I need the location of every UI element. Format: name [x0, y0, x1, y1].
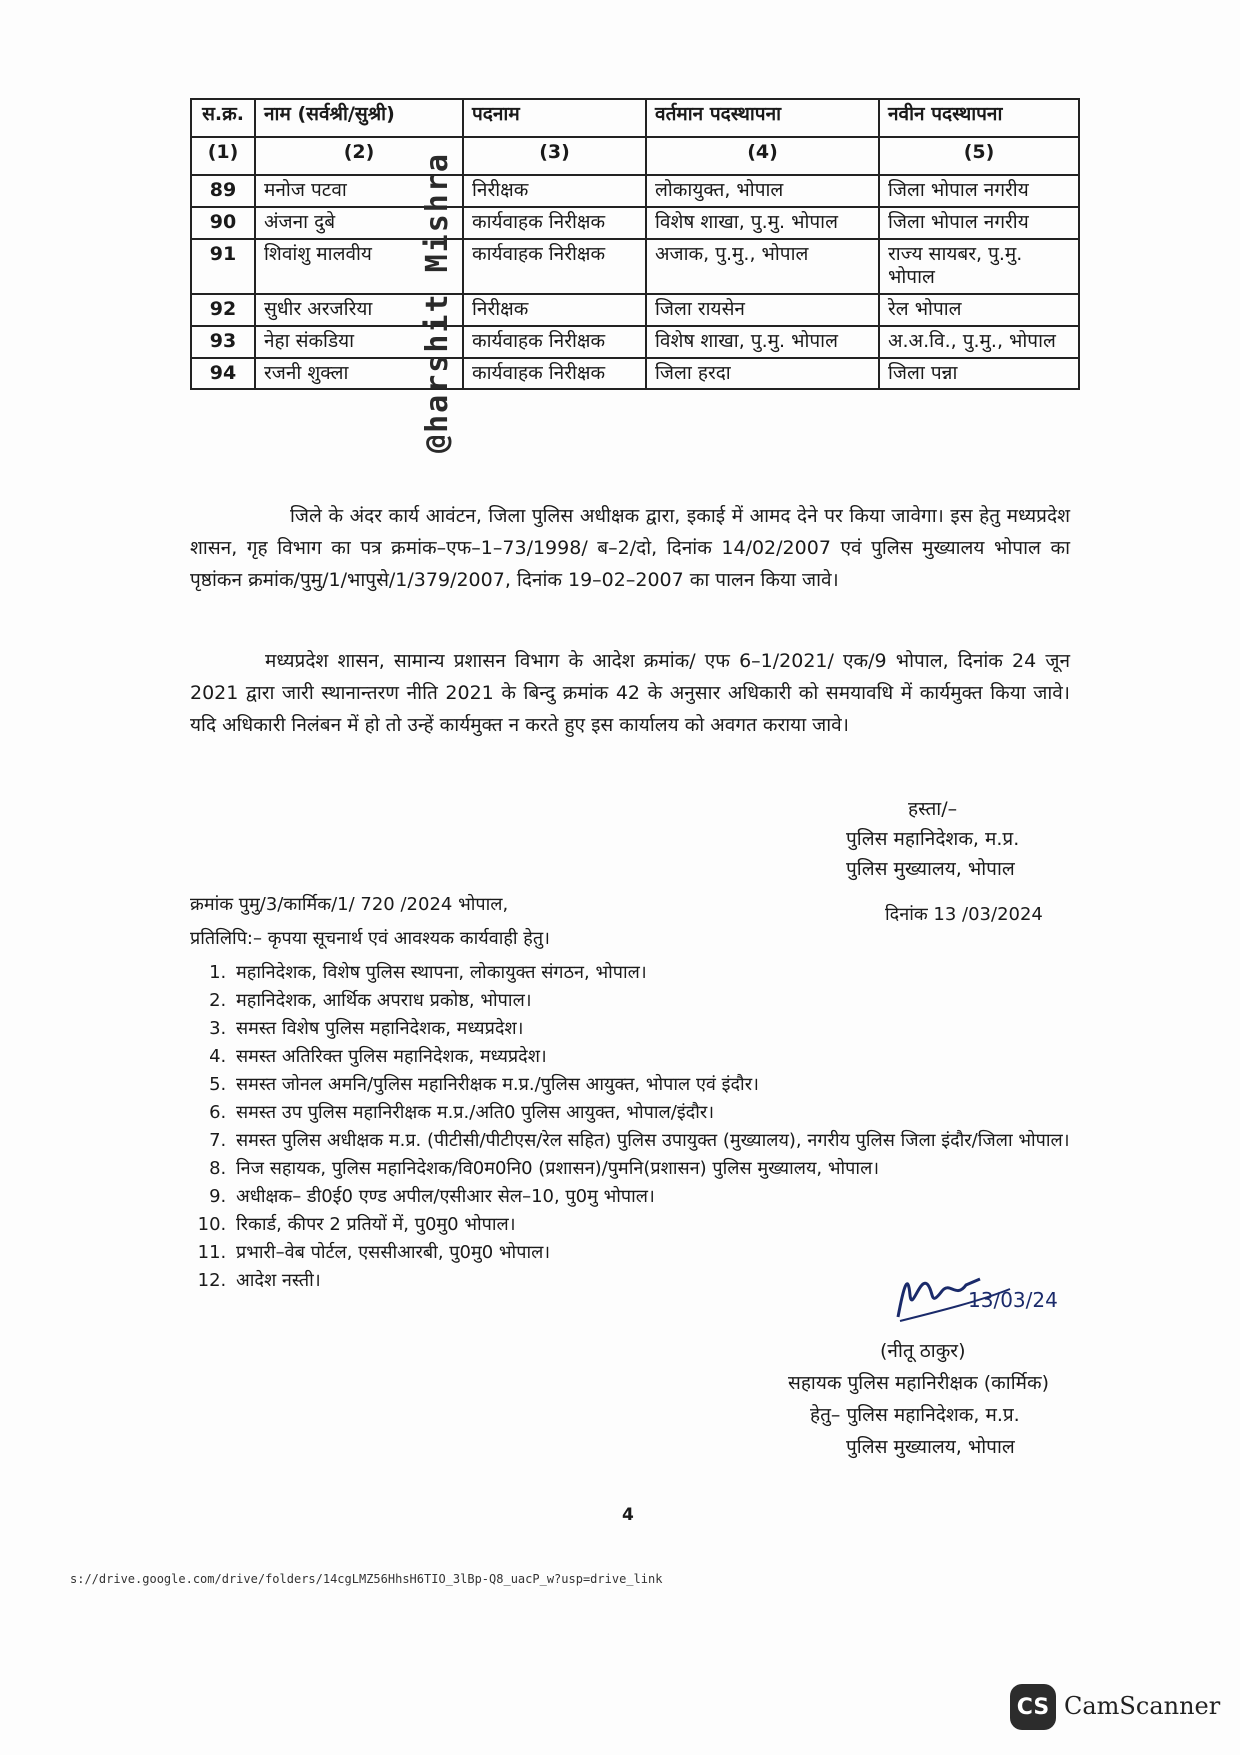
- list-item: 11. प्रभारी–वेब पोर्टल, एससीआरबी, पु0मु0 भोपाल।: [232, 1239, 1090, 1267]
- col-num: (3): [463, 137, 646, 175]
- list-item: 1. महानिदेशक, विशेष पुलिस स्थापना, लोकायुक्त संगठन, भोपाल।: [232, 959, 1090, 987]
- signed-mark: हस्ता/–: [908, 798, 958, 820]
- handwritten-signature: [890, 1255, 1060, 1335]
- row-name: अंजना दुबे: [255, 207, 463, 239]
- signatory-office: पुलिस मुख्यालय, भोपाल: [846, 858, 1015, 880]
- officer-name: (नीतू ठाकुर): [880, 1340, 966, 1362]
- camscanner-label: CamScanner: [1064, 1692, 1221, 1720]
- row-designation: कार्यवाहक निरीक्षक: [463, 239, 646, 295]
- list-item: 7. समस्त पुलिस अधीक्षक म.प्र. (पीटीसी/पीटीएस/रेल सहित) पुलिस उपायुक्त (मुख्यालय), नगरीय पुलिस जिला इंदौर/जिला भोपाल।: [232, 1127, 1090, 1155]
- header-name: नाम (सर्वश्री/सुश्री): [255, 99, 463, 137]
- watermark-text: @harshit Mishra: [419, 152, 455, 453]
- header-sno: स.क्र.: [191, 99, 255, 137]
- header-current-posting: वर्तमान पदस्थापना: [646, 99, 879, 137]
- list-item: 9. अधीक्षक– डी0ई0 एण्ड अपील/एसीआर सेल–10, पु0मु भोपाल।: [232, 1183, 1090, 1211]
- col-num: (2): [255, 137, 463, 175]
- list-item: 8. निज सहायक, पुलिस महानिदेशक/वि0म0नि0 (प्रशासन)/पुमनि(प्रशासन) पुलिस मुख्यालय, भोपाल।: [232, 1155, 1090, 1183]
- row-name: सुधीर अरजरिया: [255, 294, 463, 326]
- row-current-posting: जिला रायसेन: [646, 294, 879, 326]
- row-name: मनोज पटवा: [255, 175, 463, 207]
- row-current-posting: जिला हरदा: [646, 358, 879, 390]
- table-row: [191, 207, 1079, 239]
- row-designation: निरीक्षक: [463, 175, 646, 207]
- row-new-posting: रेल भोपाल: [879, 294, 1079, 326]
- row-name: नेहा संकडिया: [255, 326, 463, 358]
- signatory-designation: पुलिस महानिदेशक, म.प्र.: [846, 828, 1020, 850]
- header-new-posting: नवीन पदस्थापना: [879, 99, 1079, 137]
- posting-table: [190, 98, 1080, 390]
- table-header-row: [191, 99, 1079, 137]
- row-designation: निरीक्षक: [463, 294, 646, 326]
- row-sno: 94: [191, 358, 255, 390]
- officer-office: पुलिस मुख्यालय, भोपाल: [846, 1436, 1015, 1458]
- footer-url: s://drive.google.com/drive/folders/14cgLMZ56HhsH6TIO_3lBp-Q8_uacP_w?usp=drive_link: [70, 1572, 663, 1586]
- officer-for: हेतु– पुलिस महानिदेशक, म.प्र.: [810, 1404, 1020, 1426]
- paragraph-instructions: जिले के अंदर कार्य आवंटन, जिला पुलिस अधीक्षक द्वारा, इकाई में आमद देने पर किया जावेगा। इस हेतु मध्यप्रदेश शासन, गृह विभाग का पत्र क्रमांक–एफ–1–73/1998/ ब–2/दो, दिनांक 14/02/2007 एवं पुलिस मुख्यालय भोपाल का पृष्ठांकन क्रमांक/पुमु/1/भापुसे/1/379/2007, दिनांक 19–02–2007 का पालन किया जावे।: [190, 505, 1070, 591]
- signature-date: 13/03/24: [968, 1288, 1058, 1312]
- col-num: (1): [191, 137, 255, 175]
- row-current-posting: विशेष शाखा, पु.मु. भोपाल: [646, 326, 879, 358]
- row-current-posting: लोकायुक्त, भोपाल: [646, 175, 879, 207]
- list-item: 5. समस्त जोनल अमनि/पुलिस महानिरीक्षक म.प्र./पुलिस आयुक्त, भोपाल एवं इंदौर।: [232, 1071, 1090, 1099]
- list-item: 6. समस्त उप पुलिस महानिरीक्षक म.प्र./अति0 पुलिस आयुक्त, भोपाल/इंदौर।: [232, 1099, 1090, 1127]
- table-row: [191, 175, 1079, 207]
- row-sno: 89: [191, 175, 255, 207]
- row-name: रजनी शुक्ला: [255, 358, 463, 390]
- table-row: [191, 358, 1079, 390]
- row-current-posting: अजाक, पु.मु., भोपाल: [646, 239, 879, 295]
- page-number: 4: [622, 1505, 634, 1525]
- row-new-posting: अ.अ.वि., पु.मु., भोपाल: [879, 326, 1079, 358]
- col-num: (5): [879, 137, 1079, 175]
- row-sno: 91: [191, 239, 255, 295]
- camscanner-logo-icon: CS: [1010, 1684, 1056, 1730]
- list-item: 10. रिकार्ड, कीपर 2 प्रतियों में, पु0मु0 भोपाल।: [232, 1211, 1090, 1239]
- header-designation: पदनाम: [463, 99, 646, 137]
- row-sno: 93: [191, 326, 255, 358]
- officer-title: सहायक पुलिस महानिरीक्षक (कार्मिक): [788, 1372, 1049, 1394]
- table-column-number-row: [191, 137, 1079, 175]
- distribution-block: [190, 925, 1090, 1295]
- table-row: [191, 239, 1079, 295]
- row-sno: 92: [191, 294, 255, 326]
- row-sno: 90: [191, 207, 255, 239]
- list-item: 2. महानिदेशक, आर्थिक अपराध प्रकोष्ठ, भोपाल।: [232, 987, 1090, 1015]
- row-designation: कार्यवाहक निरीक्षक: [463, 326, 646, 358]
- paragraph-transfer-policy: मध्यप्रदेश शासन, सामान्य प्रशासन विभाग के आदेश क्रमांक/ एफ 6–1/2021/ एक/9 भोपाल, दिनांक 24 जून 2021 द्वारा जारी स्थानान्तरण नीति 2021 के बिन्दु क्रमांक 42 के अनुसार अधिकारी को समयावधि में कार्यमुक्त किया जावे। यदि अधिकारी निलंबन में हो तो उन्हें कार्यमुक्त न करते हुए इस कार्यालय को अवगत कराया जावे।: [190, 650, 1070, 736]
- row-current-posting: विशेष शाखा, पु.मु. भोपाल: [646, 207, 879, 239]
- row-designation: कार्यवाहक निरीक्षक: [463, 358, 646, 390]
- table-row: [191, 294, 1079, 326]
- table-row: [191, 326, 1079, 358]
- row-new-posting: जिला भोपाल नगरीय: [879, 175, 1079, 207]
- copy-line: प्रतिलिपि:– कृपया सूचनार्थ एवं आवश्यक कार्यवाही हेतु।: [190, 928, 550, 949]
- col-num: (4): [646, 137, 879, 175]
- row-new-posting: जिला भोपाल नगरीय: [879, 207, 1079, 239]
- order-date: दिनांक 13 /03/2024: [885, 904, 1043, 925]
- row-new-posting: राज्य सायबर, पु.मु. भोपाल: [879, 239, 1079, 295]
- list-item: 4. समस्त अतिरिक्त पुलिस महानिदेशक, मध्यप्रदेश।: [232, 1043, 1090, 1071]
- order-number: क्रमांक पुमु/3/कार्मिक/1/ 720 /2024 भोपाल,: [190, 894, 509, 915]
- list-item: 3. समस्त विशेष पुलिस महानिदेशक, मध्यप्रदेश।: [232, 1015, 1090, 1043]
- row-new-posting: जिला पन्ना: [879, 358, 1079, 390]
- distribution-list: [190, 959, 1090, 1295]
- row-designation: कार्यवाहक निरीक्षक: [463, 207, 646, 239]
- row-name: शिवांशु मालवीय: [255, 239, 463, 295]
- list-item: 12. आदेश नस्ती।: [232, 1267, 1090, 1295]
